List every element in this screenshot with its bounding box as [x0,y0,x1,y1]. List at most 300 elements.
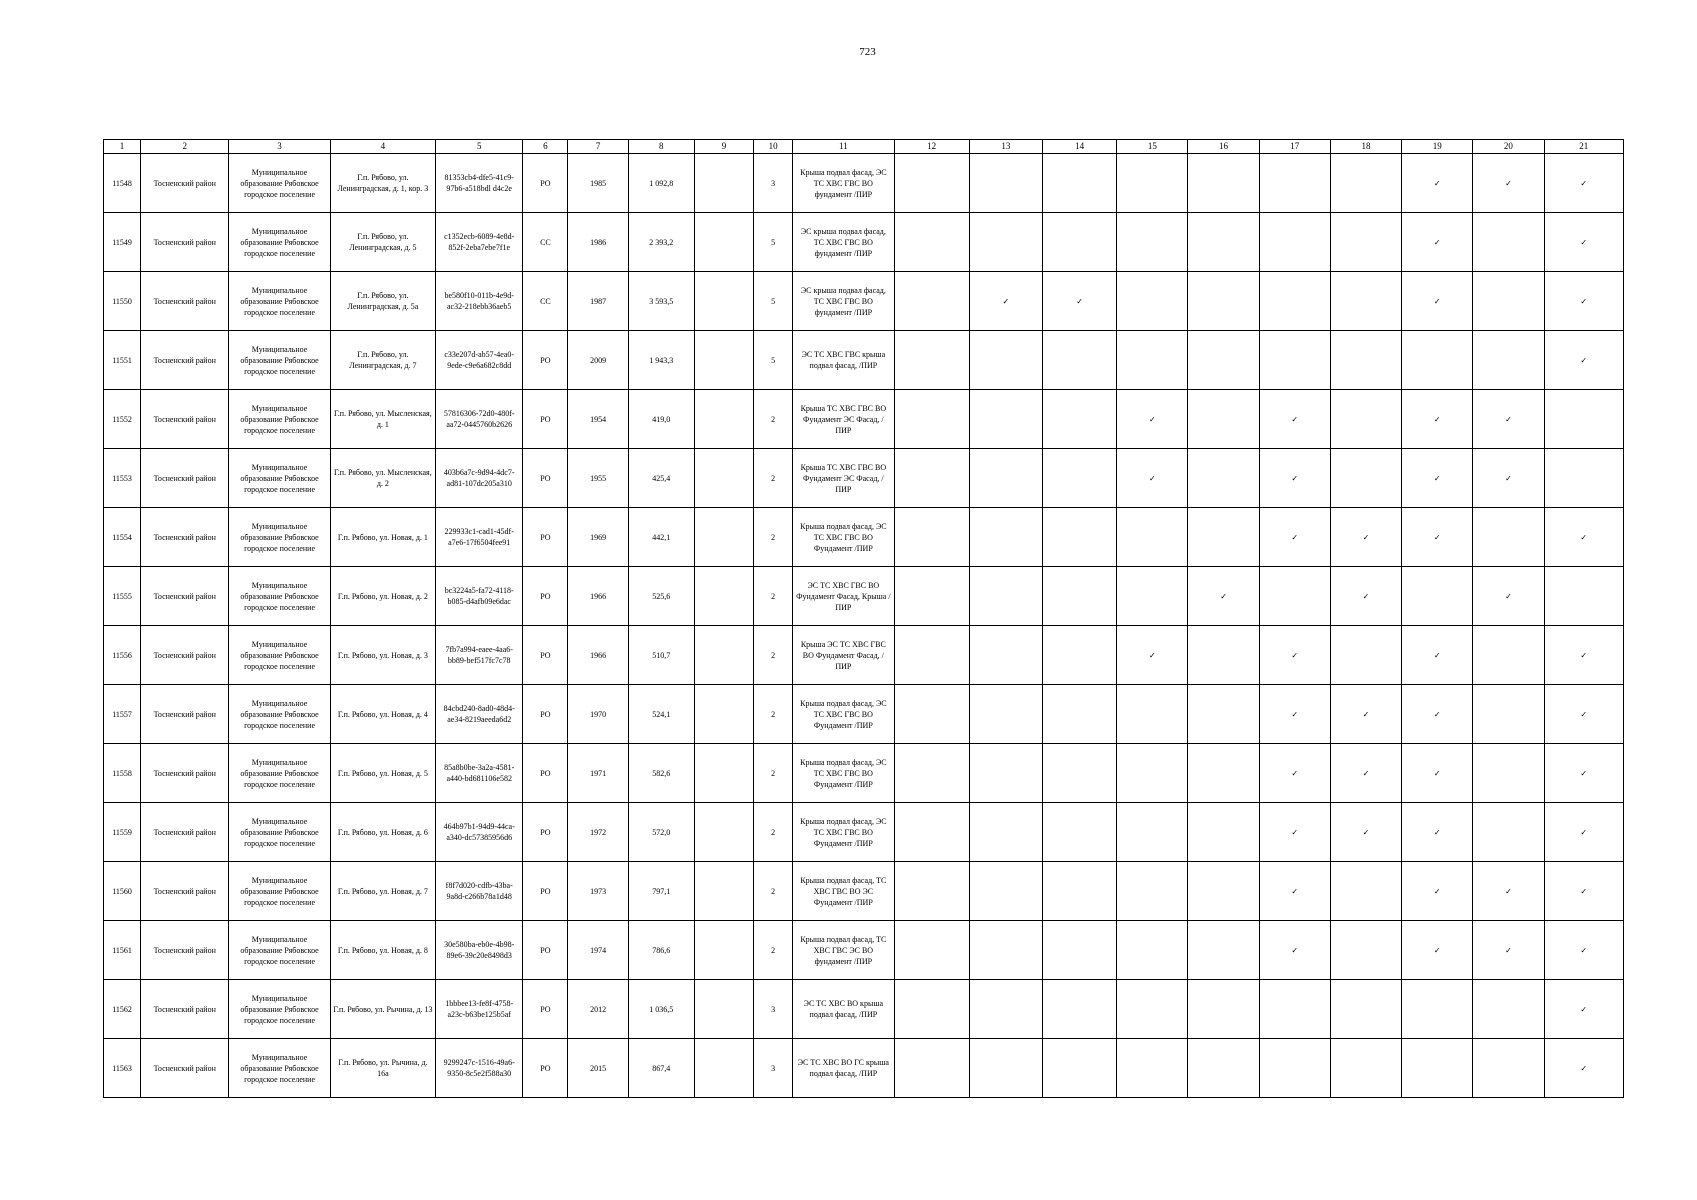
cell-col9 [694,272,753,331]
column-header-18: 18 [1330,140,1401,154]
cell-check-col16 [1188,862,1259,921]
check-mark-icon: ✓ [1433,178,1441,188]
cell-check-col14 [1042,449,1116,508]
cell-works: ЭС крыша подвал фасад, ТС ХВС ГВС ВО фундамент /ПИР [793,213,894,272]
check-mark-icon: ✓ [1220,591,1227,601]
column-header-16: 16 [1188,140,1259,154]
column-header-17: 17 [1259,140,1330,154]
column-header-6: 6 [523,140,568,154]
cell-id: 11556 [104,626,141,685]
cell-check-col19 [1402,980,1473,1039]
cell-guid: 81353cb4-dfe5-41c9-97b6-a518bdl d4c2e [436,154,523,213]
cell-id: 11558 [104,744,141,803]
table-row [104,921,1624,980]
cell-works: ЭС ТС ХВС ГВС крыша подвал фасад, /ПИР [793,331,894,390]
cell-check-col18 [1330,1039,1401,1098]
cell-check-col15 [1117,390,1188,449]
cell-works: Крыша подвал фасад, ТС ХВС ГВС ВО ЭС Фундамент /ПИР [793,862,894,921]
cell-address: Г.п. Рябово, ул. Новая, д. 8 [330,921,435,980]
cell-col9 [694,685,753,744]
cell-check-col20 [1473,567,1544,626]
cell-year: 2012 [568,980,628,1039]
cell-municipality: Муниципальное образование Рябовское городское поселение [229,1039,330,1098]
cell-check-col16 [1188,1039,1259,1098]
cell-type: РО [523,1039,568,1098]
cell-area: 525,6 [628,567,694,626]
cell-district: Тосненский район [141,154,229,213]
check-mark-icon: ✓ [1580,1004,1588,1014]
cell-check-col14 [1042,331,1116,390]
cell-year: 2015 [568,1039,628,1098]
cell-year: 1986 [568,213,628,272]
cell-area: 867,4 [628,1039,694,1098]
check-mark-icon: ✓ [1505,473,1512,483]
cell-address: Г.п. Рябово, ул. Ленинградская, д. 7 [330,331,435,390]
cell-check-col14 [1042,744,1116,803]
cell-municipality: Муниципальное образование Рябовское городское поселение [229,213,330,272]
cell-check-col16 [1188,980,1259,1039]
check-mark-icon: ✓ [1362,768,1370,778]
cell-year: 1966 [568,626,628,685]
cell-year: 1969 [568,508,628,567]
cell-works: Крыша подвал фасад, ЭС ТС ХВС ГВС ВО Фундамент /ПИР [793,685,894,744]
cell-municipality: Муниципальное образование Рябовское городское поселение [229,803,330,862]
cell-check-col16 [1188,685,1259,744]
cell-guid: c1352ecb-6089-4e8d-852f-2eba7ebe7f1e [436,213,523,272]
check-mark-icon: ✓ [1580,945,1588,955]
cell-address: Г.п. Рябово, ул. Новая, д. 6 [330,803,435,862]
cell-check-col21 [1544,685,1623,744]
cell-check-col19 [1402,803,1473,862]
cell-id: 11551 [104,331,141,390]
cell-check-col17 [1259,980,1330,1039]
check-mark-icon: ✓ [1433,886,1441,896]
column-header-21: 21 [1544,140,1623,154]
cell-check-col17 [1259,154,1330,213]
cell-check-col15 [1117,272,1188,331]
cell-address: Г.п. Рябово, ул. Новая, д. 2 [330,567,435,626]
check-mark-icon: ✓ [1580,768,1588,778]
cell-check-col16 [1188,803,1259,862]
cell-col9 [694,803,753,862]
cell-check-col20 [1473,331,1544,390]
cell-col10: 3 [754,980,793,1039]
cell-year: 1973 [568,862,628,921]
cell-check-col21 [1544,272,1623,331]
cell-check-col14 [1042,921,1116,980]
check-mark-icon: ✓ [1362,709,1370,719]
cell-check-col17 [1259,626,1330,685]
cell-check-col20 [1473,154,1544,213]
cell-check-col19 [1402,862,1473,921]
cell-check-col15 [1117,626,1188,685]
cell-check-col15 [1117,685,1188,744]
cell-check-col15 [1117,449,1188,508]
check-mark-icon: ✓ [1505,591,1512,601]
cell-year: 1971 [568,744,628,803]
cell-check-col19 [1402,567,1473,626]
cell-check-col20 [1473,803,1544,862]
cell-check-col20 [1473,390,1544,449]
cell-works: Крыша ТС ХВС ГВС ВО Фундамент ЭС Фасад, /ПИР [793,390,894,449]
cell-id: 11553 [104,449,141,508]
cell-col10: 2 [754,862,793,921]
cell-check-col12 [894,449,969,508]
cell-district: Тосненский район [141,980,229,1039]
cell-col9 [694,154,753,213]
cell-check-col12 [894,980,969,1039]
cell-check-col14 [1042,626,1116,685]
cell-check-col19 [1402,154,1473,213]
cell-check-col13 [969,980,1042,1039]
cell-id: 11559 [104,803,141,862]
cell-check-col16 [1188,331,1259,390]
cell-type: РО [523,567,568,626]
cell-type: РО [523,921,568,980]
cell-check-col15 [1117,213,1188,272]
cell-check-col17 [1259,449,1330,508]
cell-check-col15 [1117,567,1188,626]
table-row [104,154,1624,213]
cell-district: Тосненский район [141,567,229,626]
cell-check-col14 [1042,154,1116,213]
cell-area: 786,6 [628,921,694,980]
check-mark-icon: ✓ [1433,532,1441,542]
cell-check-col13 [969,1039,1042,1098]
cell-area: 510,7 [628,626,694,685]
cell-municipality: Муниципальное образование Рябовское городское поселение [229,390,330,449]
cell-check-col18 [1330,921,1401,980]
cell-district: Тосненский район [141,1039,229,1098]
cell-check-col13 [969,272,1042,331]
cell-address: Г.п. Рябово, ул. Рычина, д. 16а [330,1039,435,1098]
table-row [104,803,1624,862]
cell-works: ЭС ТС ХВС ГВС ВО Фундамент Фасад, Крыша /ПИР [793,567,894,626]
cell-id: 11550 [104,272,141,331]
cell-district: Тосненский район [141,744,229,803]
cell-col10: 2 [754,803,793,862]
cell-check-col17 [1259,1039,1330,1098]
cell-check-col20 [1473,980,1544,1039]
cell-address: Г.п. Рябово, ул. Ленинградская, д. 5а [330,272,435,331]
cell-area: 425,4 [628,449,694,508]
cell-check-col13 [969,508,1042,567]
cell-check-col12 [894,154,969,213]
cell-check-col17 [1259,390,1330,449]
cell-check-col21 [1544,921,1623,980]
cell-check-col19 [1402,390,1473,449]
cell-check-col19 [1402,449,1473,508]
check-mark-icon: ✓ [1580,886,1588,896]
table-row [104,331,1624,390]
cell-check-col12 [894,567,969,626]
cell-check-col20 [1473,272,1544,331]
cell-address: Г.п. Рябово, ул. Мысленская, д. 2 [330,449,435,508]
cell-check-col18 [1330,626,1401,685]
cell-col10: 2 [754,567,793,626]
cell-check-col17 [1259,331,1330,390]
cell-district: Тосненский район [141,803,229,862]
cell-check-col18 [1330,272,1401,331]
cell-check-col19 [1402,331,1473,390]
cell-check-col13 [969,744,1042,803]
cell-check-col21 [1544,449,1623,508]
cell-col10: 5 [754,213,793,272]
cell-col10: 3 [754,154,793,213]
page-number: 723 [859,46,876,58]
check-mark-icon: ✓ [1580,532,1588,542]
column-header-13: 13 [969,140,1042,154]
check-mark-icon: ✓ [1505,886,1512,896]
cell-address: Г.п. Рябово, ул. Ленинградская, д. 5 [330,213,435,272]
cell-check-col13 [969,685,1042,744]
check-mark-icon: ✓ [1433,237,1441,247]
cell-municipality: Муниципальное образование Рябовское городское поселение [229,449,330,508]
cell-check-col21 [1544,1039,1623,1098]
cell-check-col12 [894,1039,969,1098]
cell-check-col14 [1042,862,1116,921]
cell-check-col16 [1188,567,1259,626]
cell-check-col13 [969,390,1042,449]
cell-check-col20 [1473,744,1544,803]
cell-works: Крыша ТС ХВС ГВС ВО Фундамент ЭС Фасад, /ПИР [793,449,894,508]
cell-guid: 7fb7a994-eaee-4aa6-bb89-bef517fc7c78 [436,626,523,685]
check-mark-icon: ✓ [1505,414,1512,424]
column-header-5: 5 [436,140,523,154]
cell-check-col21 [1544,744,1623,803]
check-mark-icon: ✓ [1580,178,1588,188]
cell-col9 [694,213,753,272]
check-mark-icon: ✓ [1580,1063,1588,1073]
cell-check-col19 [1402,744,1473,803]
cell-municipality: Муниципальное образование Рябовское городское поселение [229,862,330,921]
cell-guid: 84cbd240-8ad0-48d4-ae34-8219aeeda6d2 [436,685,523,744]
cell-id: 11560 [104,862,141,921]
cell-year: 1985 [568,154,628,213]
check-mark-icon: ✓ [1433,650,1441,660]
table-row [104,213,1624,272]
cell-type: РО [523,331,568,390]
cell-col9 [694,449,753,508]
cell-district: Тосненский район [141,685,229,744]
column-header-2: 2 [141,140,229,154]
cell-area: 1 092,8 [628,154,694,213]
cell-check-col20 [1473,1039,1544,1098]
check-mark-icon: ✓ [1433,945,1441,955]
check-mark-icon: ✓ [1148,414,1156,424]
check-mark-icon: ✓ [1148,473,1156,483]
cell-col9 [694,567,753,626]
cell-col9 [694,390,753,449]
table-header [104,140,1624,154]
cell-area: 582,6 [628,744,694,803]
check-mark-icon: ✓ [1148,650,1156,660]
table-row [104,626,1624,685]
cell-check-col14 [1042,508,1116,567]
check-mark-icon: ✓ [1433,827,1441,837]
registry-table [103,139,1624,1098]
cell-works: ЭС ТС ХВС ВО ГС крыша подвал фасад, /ПИР [793,1039,894,1098]
column-header-8: 8 [628,140,694,154]
cell-col9 [694,331,753,390]
column-header-15: 15 [1117,140,1188,154]
cell-check-col12 [894,744,969,803]
cell-check-col18 [1330,449,1401,508]
cell-check-col18 [1330,685,1401,744]
cell-address: Г.п. Рябово, ул. Новая, д. 1 [330,508,435,567]
cell-check-col21 [1544,508,1623,567]
cell-check-col14 [1042,980,1116,1039]
cell-check-col17 [1259,272,1330,331]
cell-area: 442,1 [628,508,694,567]
cell-check-col16 [1188,508,1259,567]
cell-type: СС [523,213,568,272]
check-mark-icon: ✓ [1580,827,1588,837]
cell-check-col20 [1473,862,1544,921]
cell-check-col14 [1042,803,1116,862]
cell-check-col13 [969,567,1042,626]
cell-check-col18 [1330,744,1401,803]
cell-check-col21 [1544,803,1623,862]
cell-col9 [694,744,753,803]
cell-check-col21 [1544,213,1623,272]
cell-area: 524,1 [628,685,694,744]
check-mark-icon: ✓ [1291,650,1299,660]
cell-check-col13 [969,921,1042,980]
check-mark-icon: ✓ [1362,591,1370,601]
cell-check-col18 [1330,803,1401,862]
cell-check-col15 [1117,1039,1188,1098]
cell-check-col20 [1473,508,1544,567]
cell-type: РО [523,862,568,921]
check-mark-icon: ✓ [1291,886,1299,896]
cell-works: Крыша подвал фасад, ЭС ТС ХВС ГВС ВО фундамент /ПИР [793,154,894,213]
check-mark-icon: ✓ [1362,827,1370,837]
cell-col9 [694,921,753,980]
cell-check-col16 [1188,390,1259,449]
cell-year: 1972 [568,803,628,862]
cell-address: Г.п. Рябово, ул. Новая, д. 5 [330,744,435,803]
cell-check-col17 [1259,921,1330,980]
cell-year: 2009 [568,331,628,390]
column-header-10: 10 [754,140,793,154]
check-mark-icon: ✓ [1291,945,1299,955]
check-mark-icon: ✓ [1505,945,1512,955]
cell-municipality: Муниципальное образование Рябовское городское поселение [229,921,330,980]
cell-check-col14 [1042,685,1116,744]
check-mark-icon: ✓ [1580,709,1588,719]
check-mark-icon: ✓ [1076,296,1083,306]
check-mark-icon: ✓ [1580,237,1588,247]
cell-check-col21 [1544,331,1623,390]
cell-check-col13 [969,862,1042,921]
table-row [104,508,1624,567]
cell-year: 1970 [568,685,628,744]
cell-guid: c33e207d-ab57-4ea0-9ede-c9e6a682c8dd [436,331,523,390]
cell-area: 1 943,3 [628,331,694,390]
cell-type: РО [523,626,568,685]
cell-check-col21 [1544,980,1623,1039]
cell-type: РО [523,154,568,213]
cell-col10: 2 [754,685,793,744]
cell-district: Тосненский район [141,862,229,921]
cell-year: 1966 [568,567,628,626]
cell-col10: 2 [754,449,793,508]
cell-check-col16 [1188,744,1259,803]
cell-id: 11561 [104,921,141,980]
cell-address: Г.п. Рябово, ул. Новая, д. 4 [330,685,435,744]
cell-check-col12 [894,685,969,744]
cell-col10: 3 [754,1039,793,1098]
cell-municipality: Муниципальное образование Рябовское городское поселение [229,685,330,744]
cell-check-col12 [894,803,969,862]
cell-guid: 9299247c-1516-49a6-9350-8c5e2f588a30 [436,1039,523,1098]
cell-guid: 85a8b0be-3a2a-4581-a440-bd681106e582 [436,744,523,803]
check-mark-icon: ✓ [1433,709,1441,719]
cell-district: Тосненский район [141,390,229,449]
check-mark-icon: ✓ [1433,473,1441,483]
cell-col9 [694,1039,753,1098]
cell-check-col19 [1402,508,1473,567]
cell-check-col12 [894,272,969,331]
cell-check-col17 [1259,685,1330,744]
column-header-1: 1 [104,140,141,154]
cell-id: 11563 [104,1039,141,1098]
cell-works: Крыша ЭС ТС ХВС ГВС ВО Фундамент Фасад, /ПИР [793,626,894,685]
cell-guid: be580f10-011b-4e9d-ac32-218ebb36aeb5 [436,272,523,331]
check-mark-icon: ✓ [1580,650,1588,660]
cell-col10: 5 [754,331,793,390]
cell-id: 11554 [104,508,141,567]
cell-works: ЭС ТС ХВС ВО крыша подвал фасад, /ПИР [793,980,894,1039]
cell-area: 419,0 [628,390,694,449]
cell-check-col15 [1117,154,1188,213]
cell-address: Г.п. Рябово, ул. Мысленская, д. 1 [330,390,435,449]
cell-check-col14 [1042,272,1116,331]
table-body [104,154,1624,1098]
cell-type: РО [523,980,568,1039]
cell-check-col14 [1042,1039,1116,1098]
cell-check-col21 [1544,390,1623,449]
cell-type: РО [523,390,568,449]
cell-area: 797,1 [628,862,694,921]
cell-guid: 1bbbee13-fe8f-4758-a23c-b63be125b5af [436,980,523,1039]
check-mark-icon: ✓ [1291,473,1299,483]
cell-check-col19 [1402,921,1473,980]
cell-type: РО [523,744,568,803]
check-mark-icon: ✓ [1505,178,1512,188]
cell-id: 11555 [104,567,141,626]
cell-check-col17 [1259,508,1330,567]
column-header-20: 20 [1473,140,1544,154]
table-row [104,744,1624,803]
cell-guid: 403b6a7c-9d94-4dc7-ad81-107dc205a310 [436,449,523,508]
cell-check-col18 [1330,154,1401,213]
cell-check-col15 [1117,331,1188,390]
cell-check-col19 [1402,1039,1473,1098]
cell-check-col13 [969,626,1042,685]
cell-district: Тосненский район [141,921,229,980]
cell-district: Тосненский район [141,272,229,331]
cell-guid: 57816306-72d0-480f-aa72-0445760b2626 [436,390,523,449]
column-header-7: 7 [568,140,628,154]
cell-municipality: Муниципальное образование Рябовское городское поселение [229,331,330,390]
cell-check-col18 [1330,508,1401,567]
cell-check-col13 [969,803,1042,862]
cell-check-col21 [1544,626,1623,685]
cell-works: Крыша подвал фасад, ЭС ТС ХВС ГВС ВО Фундамент /ПИР [793,803,894,862]
cell-check-col13 [969,449,1042,508]
